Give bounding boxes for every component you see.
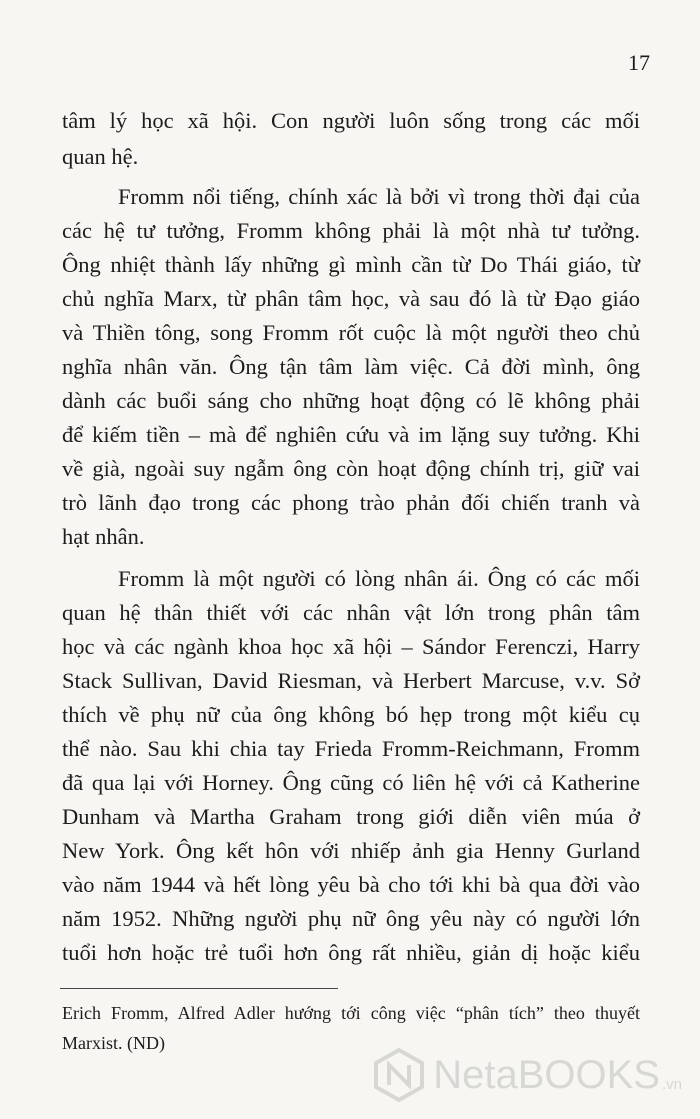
- text-line: đã qua lại với Horney. Ông cũng có liên hệ với cả Katherine: [62, 770, 640, 795]
- text-line: quan hệ.: [62, 144, 139, 169]
- text-line: New York. Ông kết hôn với nhiếp ảnh gia Henny Gurland: [62, 838, 640, 863]
- text-line: thể nào. Sau khi chia tay Frieda Fromm-Reichmann, Fromm: [62, 736, 640, 761]
- text-line: về già, ngoài suy ngẫm ông còn hoạt động chính trị, giữ vai: [62, 456, 640, 481]
- text-line: thích về phụ nữ của ông không bó hẹp trong một kiểu cụ: [62, 702, 640, 727]
- footnote-line: Marxist. (ND): [62, 1033, 165, 1053]
- text-line: Dunham và Martha Graham trong giới diễn viên múa ở: [62, 804, 640, 829]
- text-line: tâm lý học xã hội. Con người luôn sống trong các mối: [62, 108, 640, 133]
- netabooks-logo-icon: [371, 1047, 427, 1103]
- text-line: trò lãnh đạo trong các phong trào phản đối chiến tranh và: [62, 490, 640, 515]
- text-line: Ông nhiệt thành lấy những gì mình cần từ Do Thái giáo, từ: [62, 252, 640, 277]
- text-line: dành các buổi sáng cho những hoạt động có lẽ không phải: [62, 388, 640, 413]
- footnote-line: Erich Fromm, Alfred Adler hướng tới công việc “phân tích” theo thuyết: [62, 1003, 640, 1023]
- text-line: học và các ngành khoa học xã hội – Sándor Ferenczi, Harry: [62, 634, 640, 659]
- text-line: chủ nghĩa Marx, từ phân tâm học, và sau đó là từ Đạo giáo: [62, 286, 640, 311]
- text-line: hạt nhân.: [62, 524, 145, 549]
- footnote-divider: [60, 988, 338, 989]
- watermark-text: NetaBOOKS: [433, 1052, 660, 1097]
- text-line: năm 1952. Những người phụ nữ ông yêu này có người lớn: [62, 906, 640, 931]
- text-line: Stack Sullivan, David Riesman, và Herbert Marcuse, v.v. Sở: [62, 668, 640, 693]
- text-line: quan hệ thân thiết với các nhân vật lớn trong phân tâm: [62, 600, 640, 625]
- text-line: để kiếm tiền – mà để nghiên cứu và im lặng suy tưởng. Khi: [62, 422, 640, 447]
- page-number: 17: [628, 50, 650, 75]
- text-line: Fromm nổi tiếng, chính xác là bởi vì trong thời đại của: [118, 184, 640, 209]
- watermark-suffix: .vn: [661, 1075, 682, 1093]
- text-line: vào năm 1944 và hết lòng yêu bà cho tới khi bà qua đời vào: [62, 872, 640, 897]
- text-line: tuổi hơn hoặc trẻ tuổi hơn ông rất nhiều, giản dị hoặc kiểu: [62, 940, 640, 965]
- text-line: Fromm là một người có lòng nhân ái. Ông có các mối: [118, 566, 640, 591]
- watermark: [371, 1047, 682, 1103]
- text-line: các hệ tư tưởng, Fromm không phải là một nhà tư tưởng.: [62, 218, 640, 243]
- text-line: nghĩa nhân văn. Ông tận tâm làm việc. Cả đời mình, ông: [62, 354, 640, 379]
- text-line: và Thiền tông, song Fromm rốt cuộc là một người theo chủ: [62, 320, 640, 345]
